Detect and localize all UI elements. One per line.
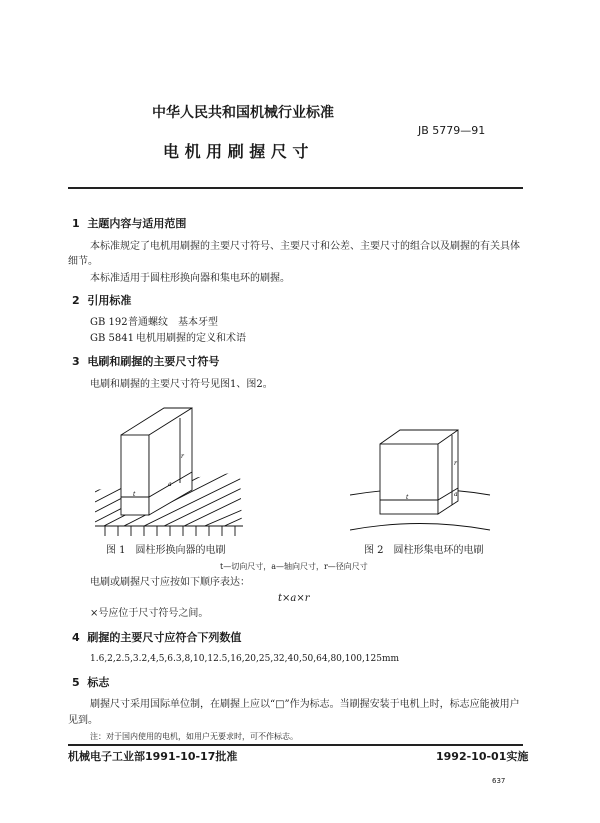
figure-1-commutator-brush [80, 400, 250, 540]
section-3-heading: 3 电刷和刷握的主要尺寸符号 [72, 355, 220, 368]
org-standard-title: 中华人民共和国机械行业标准 [152, 105, 334, 121]
order-text: 电刷或刷握尺寸应按如下顺序表达： [90, 577, 250, 588]
header-rule [68, 187, 523, 189]
reference-item: GB 5841 电机用刷握的定义和术语 [90, 333, 246, 344]
figure-2-slip-ring-brush [350, 425, 500, 535]
section-5-heading: 5 标志 [72, 676, 110, 689]
standard-code: JB 5779—91 [418, 124, 486, 137]
label-a: a [168, 481, 172, 488]
figure-1-caption: 图 1 圆柱形换向器的电刷 [106, 545, 226, 556]
section-1-paragraph-cont: 细节。 [68, 256, 98, 267]
section-1-paragraph: 本标准规定了电机用刷握的主要尺寸符号、主要尺寸和公差、主要尺寸的组合以及刷握的有关具体 [90, 241, 520, 252]
document-title: 电 机 用 刷 握 尺 寸 [163, 142, 309, 161]
approval-date: 机械电子工业部1991-10-17批准 [68, 750, 238, 763]
label-r: r [454, 460, 457, 467]
figure-legend: t—切向尺寸，a—轴向尺寸，r—径向尺寸 [220, 562, 368, 571]
section-2-heading: 2 引用标准 [72, 294, 132, 307]
effective-date: 1992-10-01实施 [436, 750, 529, 763]
label-a: a [454, 491, 458, 498]
footer-rule [68, 744, 523, 746]
order-note: ×号应位于尺寸符号之间。 [90, 608, 209, 619]
label-t: t [133, 491, 136, 498]
section-3-paragraph: 电刷和刷握的主要尺寸符号见图1、图2。 [90, 379, 273, 390]
figure-2-caption: 图 2 圆柱形集电环的电刷 [364, 545, 484, 556]
reference-item: GB 192普通螺纹 基本牙型 [90, 317, 218, 328]
section-5-note: 注：对于国内使用的电机，如用户无要求时，可不作标志。 [90, 732, 298, 741]
section-5-paragraph-cont: 见到。 [68, 715, 98, 726]
section-1-scope: 本标准适用于圆柱形换向器和集电环的刷握。 [90, 273, 290, 284]
label-t: t [406, 494, 409, 501]
size-values: 1.6,2,2.5,3.2,4,5,6.3,8,10,12.5,16,20,25,32,40,50,64,80,100,125mm [90, 654, 400, 664]
formula: t×a×r [278, 593, 310, 604]
page-number: 637 [492, 777, 506, 785]
section-1-heading: 1 主题内容与适用范围 [72, 217, 187, 230]
section-4-heading: 4 刷握的主要尺寸应符合下列数值 [72, 631, 242, 644]
label-r: r [181, 453, 184, 460]
section-5-paragraph: 刷握尺寸采用国际单位制，在刷握上应以“□”作为标志。当刷握安装于电机上时，标志应能被用户 [90, 699, 520, 710]
